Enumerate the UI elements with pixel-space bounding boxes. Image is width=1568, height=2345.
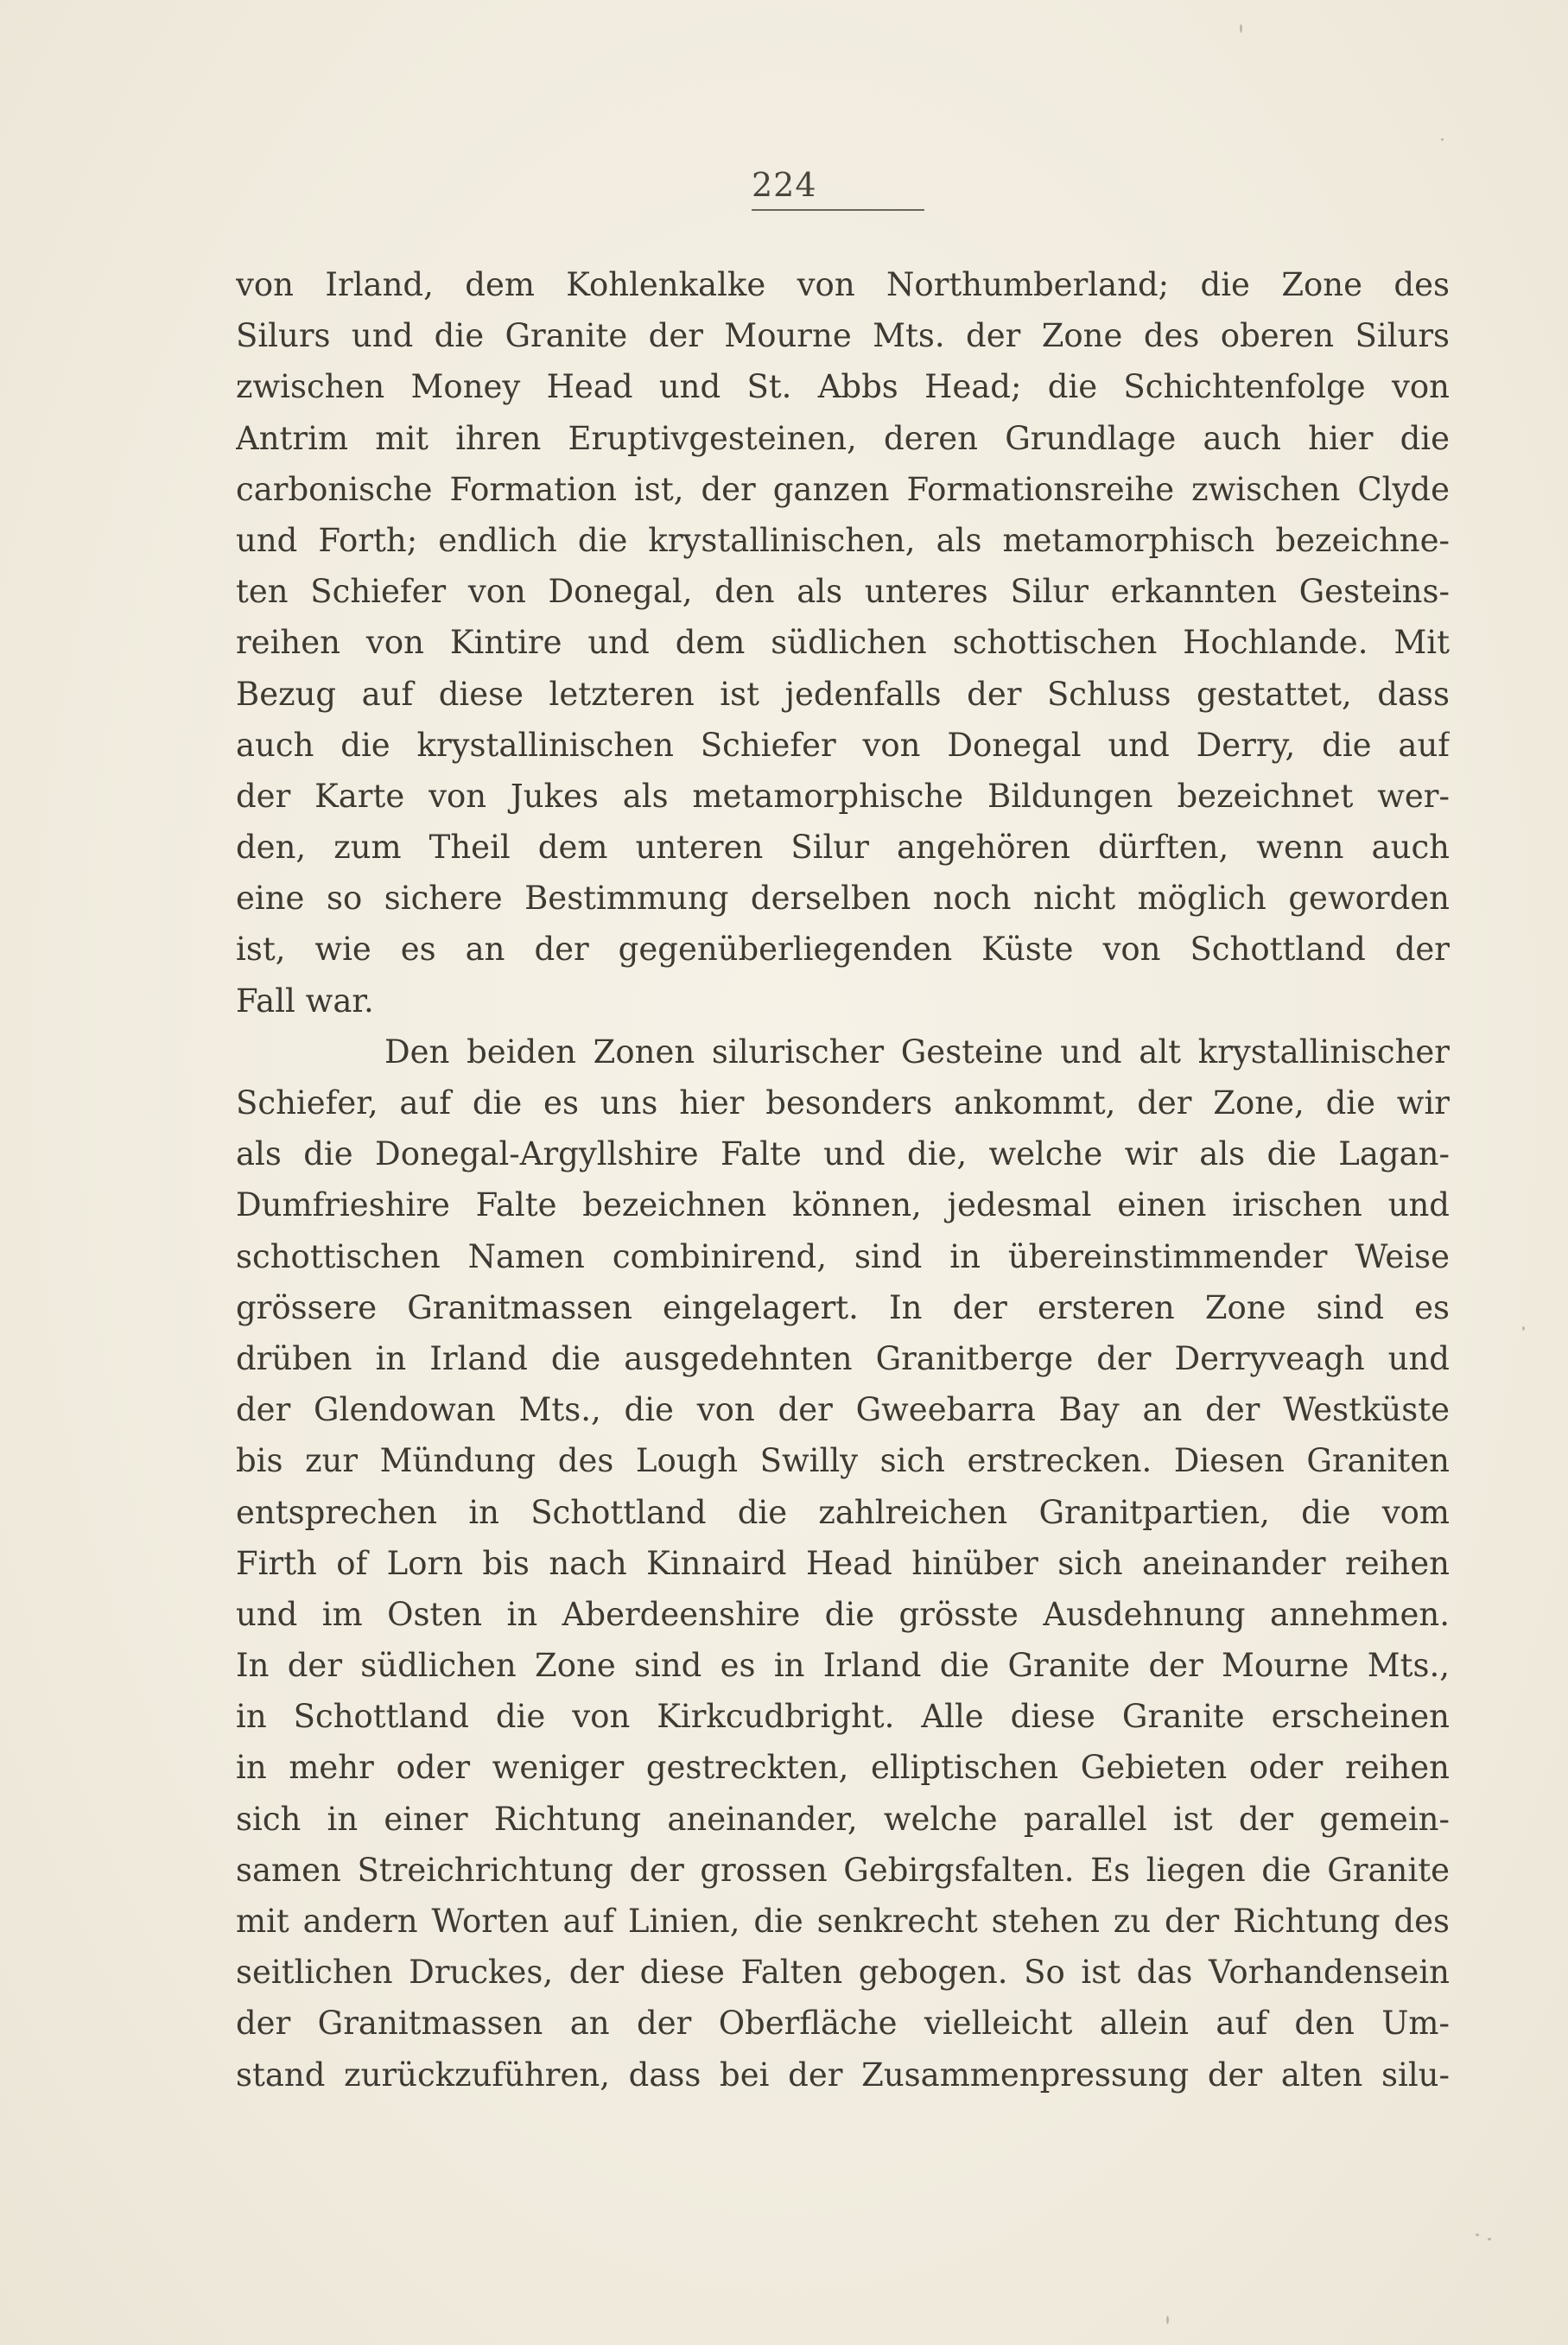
text-line: seitlichen Druckes, der diese Falten gebogen. So ist das Vorhandensein xyxy=(236,1954,1450,1992)
text-line: Bezug auf diese letzteren ist jedenfalls der Schluss gestattet, dass xyxy=(236,675,1450,713)
text-line: in Schottland die von Kirkcudbright. Alle diese Granite erscheinen xyxy=(236,1698,1450,1736)
text-line: eine so sichere Bestimmung derselben noch nicht möglich geworden xyxy=(236,880,1450,918)
text-line: und im Osten in Aberdeenshire die grösste Ausdehnung annehmen. xyxy=(236,1595,1450,1633)
text-line: entsprechen in Schottland die zahlreichen Granitpartien, die vom xyxy=(236,1493,1450,1531)
text-line: ten Schiefer von Donegal, den als unteres Silur erkannten Gesteins- xyxy=(236,573,1450,611)
text-line: Firth of Lorn bis nach Kinnaird Head hinüber sich aneinander reihen xyxy=(236,1544,1450,1582)
text-line: der Granitmassen an der Oberfläche vielleicht allein auf den Um- xyxy=(236,2005,1450,2043)
paragraph xyxy=(236,259,1450,1026)
paper-speck xyxy=(1240,24,1242,33)
text-line: Schiefer, auf die es uns hier besonders ankommt, der Zone, die wir xyxy=(236,1084,1450,1122)
paper-speck xyxy=(1476,2234,1479,2236)
text-line: in mehr oder weniger gestreckten, elliptischen Gebieten oder reihen xyxy=(236,1749,1450,1787)
text-line: Antrim mit ihren Eruptivgesteinen, deren Grundlage auch hier die xyxy=(236,419,1450,457)
page-number: 224 xyxy=(752,166,817,204)
text-line: auch die krystallinischen Schiefer von Donegal und Derry, die auf xyxy=(236,726,1450,764)
paper-speck xyxy=(1488,2238,1491,2240)
paper-speck xyxy=(1441,138,1444,141)
paper-speck xyxy=(1522,1326,1525,1331)
text-line: mit andern Worten auf Linien, die senkrecht stehen zu der Richtung des xyxy=(236,1903,1450,1940)
text-line: sich in einer Richtung aneinander, welche parallel ist der gemein- xyxy=(236,1800,1450,1838)
text-line: Silurs und die Granite der Mourne Mts. der Zone des oberen Silurs xyxy=(236,317,1450,355)
text-line: als die Donegal-Argyllshire Falte und die, welche wir als die Lagan- xyxy=(236,1135,1450,1173)
text-line: Fall war. xyxy=(236,982,374,1020)
text-line: den, zum Theil dem unteren Silur angehören dürften, wenn auch xyxy=(236,829,1450,867)
text-line: und Forth; endlich die krystallinischen, als metamorphisch bezeichne- xyxy=(236,521,1450,559)
text-line: von Irland, dem Kohlenkalke von Northumberland; die Zone des xyxy=(236,266,1450,303)
body-text xyxy=(236,259,1450,2100)
page-number-rule xyxy=(752,209,924,211)
text-line: grössere Granitmassen eingelagert. In der ersteren Zone sind es xyxy=(236,1288,1450,1326)
text-line: zwischen Money Head und St. Abbs Head; die Schichtenfolge von xyxy=(236,368,1450,406)
text-line: carbonische Formation ist, der ganzen Formationsreihe zwischen Clyde xyxy=(236,470,1450,508)
text-line: samen Streichrichtung der grossen Gebirgsfalten. Es liegen die Granite xyxy=(236,1851,1450,1889)
text-line: der Glendowan Mts., die von der Gweebarra Bay an der Westküste xyxy=(236,1391,1450,1429)
text-line: Den beiden Zonen silurischer Gesteine und alt krystallinischer xyxy=(384,1033,1450,1071)
text-line: stand zurückzuführen, dass bei der Zusammenpressung der alten silu- xyxy=(236,2056,1450,2094)
text-line: der Karte von Jukes als metamorphische Bildungen bezeichnet wer- xyxy=(236,777,1450,815)
text-line: drüben in Irland die ausgedehnten Granitberge der Derryveagh und xyxy=(236,1339,1450,1377)
paragraph xyxy=(236,1026,1450,2100)
text-line: reihen von Kintire und dem südlichen schottischen Hochlande. Mit xyxy=(236,624,1450,662)
text-line: Dumfrieshire Falte bezeichnen können, jedesmal einen irischen und xyxy=(236,1186,1450,1224)
text-line: In der südlichen Zone sind es in Irland die Granite der Mourne Mts., xyxy=(236,1647,1450,1685)
text-line: schottischen Namen combinirend, sind in übereinstimmender Weise xyxy=(236,1237,1450,1275)
paper-speck xyxy=(1166,2316,1169,2324)
text-line: bis zur Mündung des Lough Swilly sich erstrecken. Diesen Graniten xyxy=(236,1442,1450,1480)
text-line: ist, wie es an der gegenüberliegenden Küste von Schottland der xyxy=(236,931,1450,969)
